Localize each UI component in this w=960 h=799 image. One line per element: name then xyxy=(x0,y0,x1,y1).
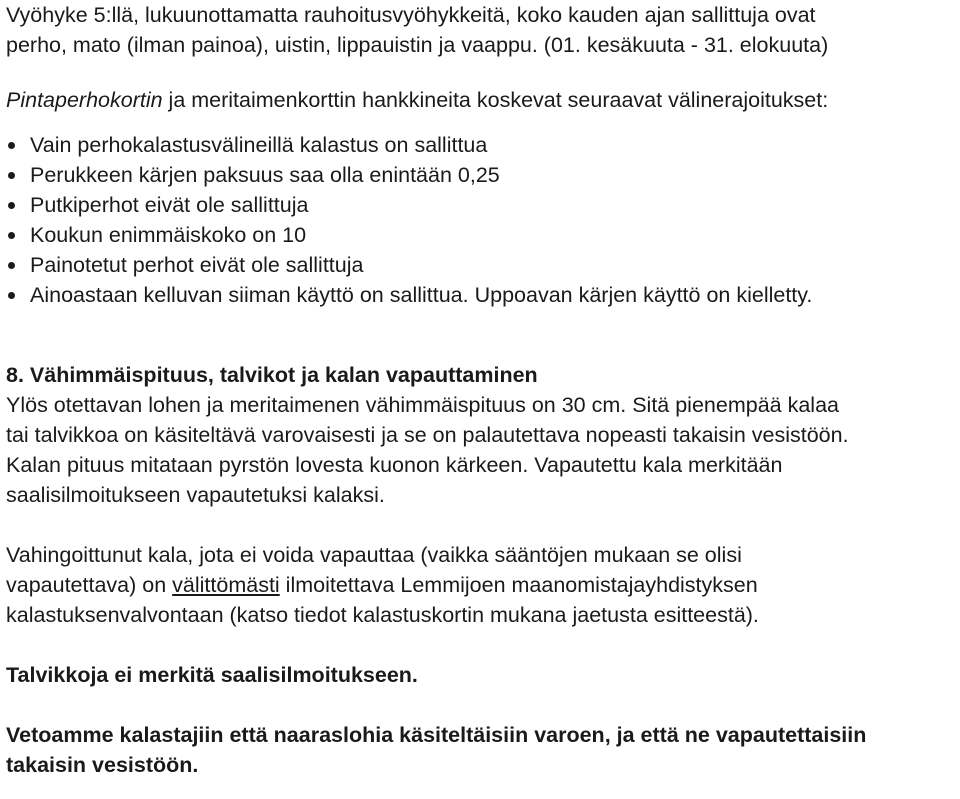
intro-line-2: perho, mato (ilman painoa), uistin, lippauistin ja vaappu. (01. kesäkuuta - 31. elokuuta) xyxy=(6,33,829,57)
list-item xyxy=(6,190,956,220)
intro-line-1: Vyöhyke 5:llä, lukuunottamatta rauhoitusvyöhykkeitä, koko kauden ajan sallittuja ovat xyxy=(6,3,816,27)
section-8-line: tai talvikkoa on käsiteltävä varovaisesti ja se on palautettava nopeasti takaisin vesistöön. xyxy=(6,423,849,447)
bullet-icon xyxy=(8,262,15,269)
injured-line-2-end: ilmoitettava Lemmijoen maanomistajayhdistyksen xyxy=(279,573,758,597)
zone-5-intro xyxy=(6,0,956,60)
section-8-line: Kalan pituus mitataan pyrstön lovesta kuonon kärkeen. Vapautettu kala merkitään xyxy=(6,453,783,477)
section-8-title: 8. Vähimmäispituus, talvikot ja kalan vapauttaminen xyxy=(6,363,538,387)
bullet-icon xyxy=(8,142,15,149)
list-item-text: Putkiperhot eivät ole sallittuja xyxy=(30,193,309,217)
list-item-text: Painotetut perhot eivät ole sallittuja xyxy=(30,253,364,277)
restrictions-list xyxy=(6,130,956,310)
list-item-text: Perukkeen kärjen paksuus saa olla enintään 0,25 xyxy=(30,163,500,187)
list-item-text: Koukun enimmäiskoko on 10 xyxy=(30,223,307,247)
kelts-notice: Talvikkoja ei merkitä saalisilmoitukseen. xyxy=(6,663,418,687)
restrictions-intro-text: ja meritaimenkorttin hankkineita koskevat seuraavat välinerajoitukset: xyxy=(162,88,829,112)
pintaperhokortti-term: Pintaperhokortin xyxy=(6,88,163,112)
list-item xyxy=(6,130,956,160)
document-page xyxy=(6,0,956,780)
list-item xyxy=(6,160,956,190)
restrictions-intro xyxy=(6,85,956,115)
injured-line-3: kalastuksenvalvontaan (katso tiedot kalastuskortin mukana jaetusta esitteestä). xyxy=(6,603,759,627)
list-item-text: Ainoastaan kelluvan siiman käyttö on sallittua. Uppoavan kärjen käyttö on kielletty. xyxy=(30,283,813,307)
list-item xyxy=(6,250,956,280)
appeal-line-1: Vetoamme kalastajiin että naaraslohia käsiteltäisiin varoen, ja että ne vapautettaisiin xyxy=(6,723,867,747)
section-8-line: Ylös otettavan lohen ja meritaimenen vähimmäispituus on 30 cm. Sitä pienempää kalaa xyxy=(6,393,839,417)
list-item xyxy=(6,280,956,310)
bullet-icon xyxy=(8,232,15,239)
injured-fish-paragraph xyxy=(6,540,956,630)
injured-line-2 xyxy=(6,570,956,600)
appeal-line-2: takaisin vesistöön. xyxy=(6,753,199,777)
bullet-icon xyxy=(8,292,15,299)
list-item-text: Vain perhokalastusvälineillä kalastus on sallittua xyxy=(30,133,488,157)
bullet-icon xyxy=(8,202,15,209)
female-salmon-appeal xyxy=(6,720,956,780)
injured-line-1: Vahingoittunut kala, jota ei voida vapauttaa (vaikka sääntöjen mukaan se olisi xyxy=(6,543,742,567)
bullet-icon xyxy=(8,172,15,179)
section-8-body xyxy=(6,390,956,510)
section-8-line: saalisilmoitukseen vapautetuksi kalaksi. xyxy=(6,483,385,507)
immediately-underlined: välittömästi xyxy=(172,573,280,597)
list-item xyxy=(6,220,956,250)
injured-line-2-start: vapautettava) on xyxy=(6,573,173,597)
